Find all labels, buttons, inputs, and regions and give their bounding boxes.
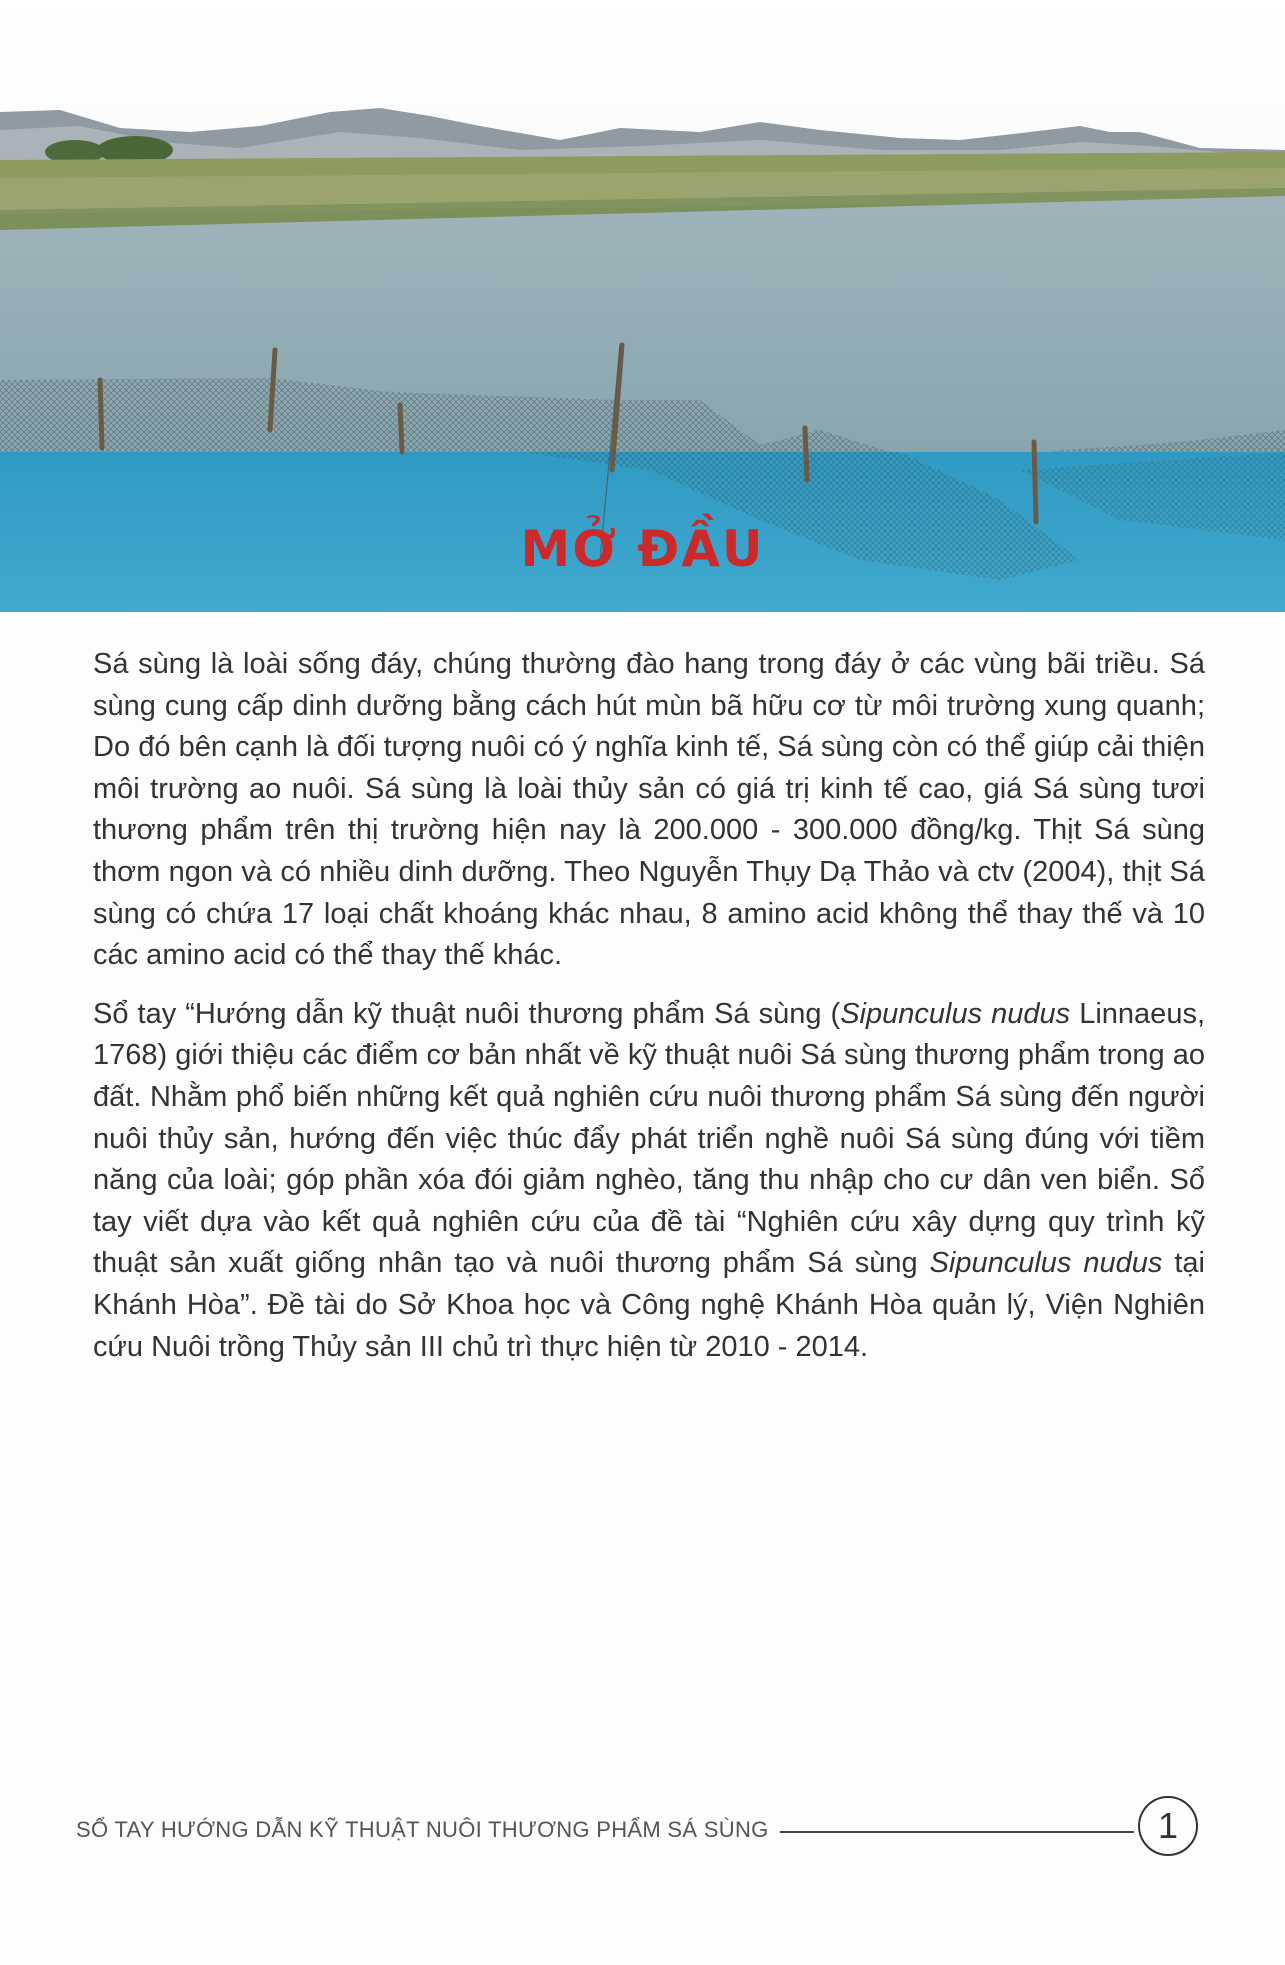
- chapter-title: MỞ ĐẦU: [520, 520, 765, 578]
- body-text: [93, 644, 1205, 1385]
- species-name-italic: Sipunculus nudus: [840, 997, 1071, 1030]
- running-title: SỔ TAY HƯỚNG DẪN KỸ THUẬT NUÔI THƯƠNG PHẨM SÁ SÙNG: [76, 1817, 769, 1842]
- intro-paragraph: Sá sùng là loài sống đáy, chúng thường đào hang trong đáy ở các vùng bãi triều. Sá sùng cung cấp dinh dưỡng bằng cách hút mùn bã hữu cơ từ môi trường xung quanh; Do đó bên cạnh là đối tượng nuôi có ý nghĩa kinh tế, Sá sùng còn có thể giúp cải thiện môi trường ao nuôi. Sá sùng là loài thủy sản có giá trị kinh tế cao, giá Sá sùng tươi thương phẩm trên thị trường hiện nay là 200.000 - 300.000 đồng/kg. Thịt Sá sùng thơm ngon và có nhiều dinh dưỡng. Theo Nguyễn Thụy Dạ Thảo và ctv (2004), thịt Sá sùng có chứa 17 loại chất khoáng khác nhau, 8 amino acid không thể thay thế và 10 các amino acid có thể thay thế khác.: [93, 648, 1205, 972]
- footer-divider: [780, 1831, 1134, 1833]
- paragraph-text: Sổ tay “Hướng dẫn kỹ thuật nuôi thương phẩm Sá sùng (: [93, 997, 841, 1030]
- paragraph-text: tại Khánh Hòa”. Đề tài do Sở Khoa học và Công nghệ Khánh Hòa quản lý, Viện Nghiên cứu Nuôi trồng Thủy sản III chủ trì thực hiện từ 2010 - 2014.: [93, 1247, 1205, 1363]
- page-footer: [76, 1795, 1206, 1865]
- paragraph-text: Linnaeus, 1768) giới thiệu các điểm cơ bản nhất về kỹ thuật nuôi Sá sùng thương phẩm trong ao đất. Nhằm phổ biến những kết quả nghiên cứu nuôi thương phẩm Sá sùng đến người nuôi thủy sản, hướng đến việc thúc đẩy phát triển nghề nuôi Sá sùng đúng với tiềm năng của loài; góp phần xóa đói giảm nghèo, tăng thu nhập cho cư dân ven biển. Sổ tay viết dựa vào kết quả nghiên cứu của đề tài “Nghiên cứu xây dựng quy trình kỹ thuật sản xuất giống nhân tạo và nuôi thương phẩm Sá sùng: [93, 997, 1205, 1280]
- handbook-description-paragraph: [93, 994, 1205, 1368]
- page-number: 1: [1138, 1796, 1198, 1856]
- species-name-italic: Sipunculus nudus: [929, 1247, 1163, 1280]
